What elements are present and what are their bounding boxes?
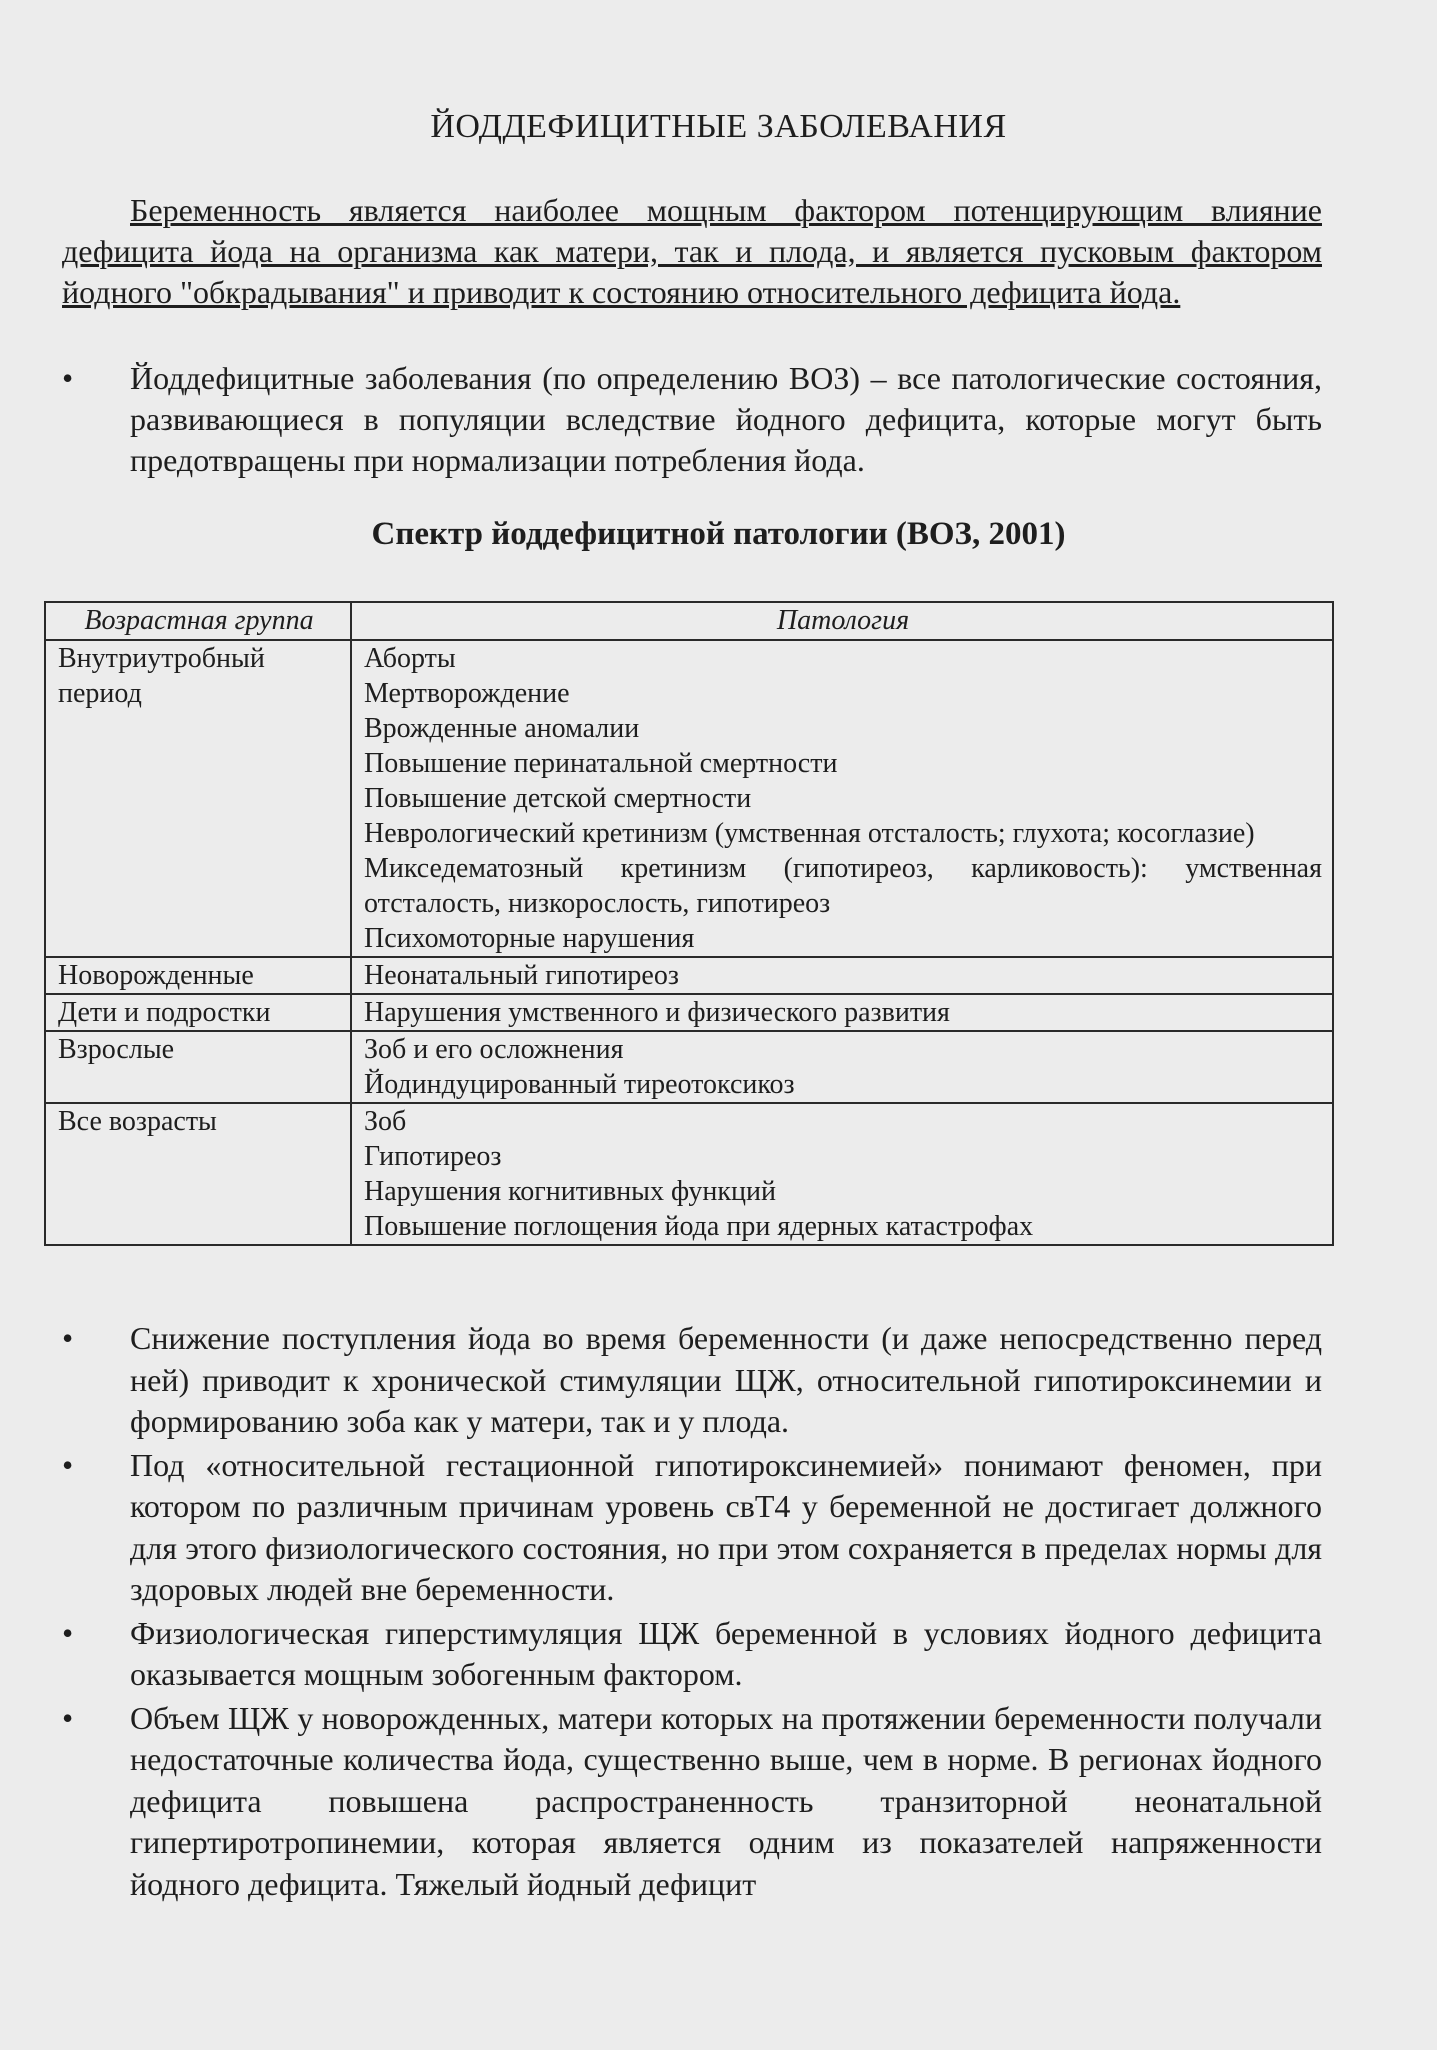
pathology-table	[44, 601, 1334, 1246]
pathology-cell	[351, 640, 1333, 957]
age-cell: Новорожденные	[45, 957, 351, 994]
table-title: Спектр йоддефицитной патологии (ВОЗ, 2001)	[371, 516, 1066, 552]
pathology-item: Повышение перинатальной смертности	[364, 748, 838, 779]
header-pathology: Патология	[351, 602, 1333, 640]
pathology-item: Нарушения когнитивных функций	[364, 1176, 776, 1207]
age-cell: Взрослые	[45, 1031, 351, 1103]
table-row	[45, 1031, 1333, 1103]
intro-paragraph: Беременность является наиболее мощным фактором потенцирующим влияние дефицита йода на организма как матери, так и плода, и является пусковым фактором йодного "обкрадывания" и приводит к состоянию относительного дефицита йода.	[62, 192, 1322, 310]
pathology-item: Повышение детской смертности	[364, 783, 752, 814]
pathology-cell	[351, 1103, 1333, 1245]
table-header-row	[45, 602, 1333, 640]
list-item	[62, 1445, 1322, 1611]
header-age-group: Возрастная группа	[45, 602, 351, 640]
page-title: ЙОДДЕФИЦИТНЫЕ ЗАБОЛЕВАНИЯ	[430, 108, 1007, 145]
pathology-item: Неврологический кретинизм (умственная отсталость; глухота; косоглазие)	[364, 818, 1255, 849]
bullet-icon: •	[62, 1699, 74, 1736]
pathology-item: Микседематозный кретинизм (гипотиреоз, карликовость): умственная отсталость, низкорослость, гипотиреоз	[364, 853, 1322, 919]
list-item	[62, 1698, 1322, 1906]
pathology-item: Зоб	[364, 1106, 407, 1137]
age-cell: Все возрасты	[45, 1103, 351, 1245]
bullet-text: Снижение поступления йода во время беременности (и даже непосредственно перед ней) приводит к хронической стимуляции ЩЖ, относительной гипотироксинемии и формированию зоба как у матери, так и у плода.	[130, 1320, 1322, 1439]
bullet-list	[62, 1318, 1322, 1907]
definition-text: Йоддефицитные заболевания (по определению ВОЗ) – все патологические состояния, развивающиеся в популяции вследствие йодного дефицита, которые могут быть предотвращены при нормализации потребления йода.	[130, 360, 1322, 478]
pathology-cell	[351, 1031, 1333, 1103]
pathology-item: Гипотиреоз	[364, 1141, 502, 1172]
bullet-icon: •	[62, 360, 74, 396]
pathology-cell	[351, 994, 1333, 1031]
list-item	[62, 358, 1322, 481]
age-cell: Внутриутробный период	[45, 640, 351, 957]
table-row	[45, 640, 1333, 957]
bullet-text: Под «относительной гестационной гипотироксинемией» понимают феномен, при котором по различным причинам уровень свТ4 у беременной не достигает должного для этого физиологического состояния, но при этом сохраняется в пределах нормы для здоровых людей вне беременности.	[130, 1446, 1322, 1607]
bullet-text: Объем ЩЖ у новорожденных, матери которых на протяжении беременности получали недостаточные количества йода, существенно выше, чем в норме. В регионах йодного дефицита повышена распространенность транзиторной неонатальной гипертиротропинемии, которая является одним из показателей напряженности йодного дефицита. Тяжелый йодный дефицит	[130, 1699, 1322, 1902]
list-item	[62, 1318, 1322, 1443]
pathology-item: Йодиндуцированный тиреотоксикоз	[364, 1069, 795, 1100]
definition-list	[62, 358, 1322, 483]
pathology-item: Повышение поглощения йода при ядерных катастрофах	[364, 1211, 1034, 1242]
pathology-item: Зоб и его осложнения	[364, 1034, 624, 1065]
table-row	[45, 1103, 1333, 1245]
pathology-cell	[351, 957, 1333, 994]
bullet-text: Физиологическая гиперстимуляция ЩЖ беременной в условиях йодного дефицита оказывается мощным зобогенным фактором.	[130, 1614, 1322, 1692]
bullet-icon: •	[62, 1446, 74, 1483]
table-row	[45, 994, 1333, 1031]
pathology-item: Нарушения умственного и физического развития	[364, 997, 950, 1028]
pathology-item: Психомоторные нарушения	[364, 923, 695, 954]
age-cell: Дети и подростки	[45, 994, 351, 1031]
pathology-item: Аборты	[364, 643, 456, 674]
pathology-item: Мертворождение	[364, 678, 570, 709]
bullet-icon: •	[62, 1320, 74, 1356]
bullet-icon: •	[62, 1614, 74, 1651]
pathology-item: Врожденные аномалии	[364, 713, 640, 744]
table-row	[45, 957, 1333, 994]
pathology-item: Неонатальный гипотиреоз	[364, 960, 679, 991]
list-item	[62, 1613, 1322, 1696]
